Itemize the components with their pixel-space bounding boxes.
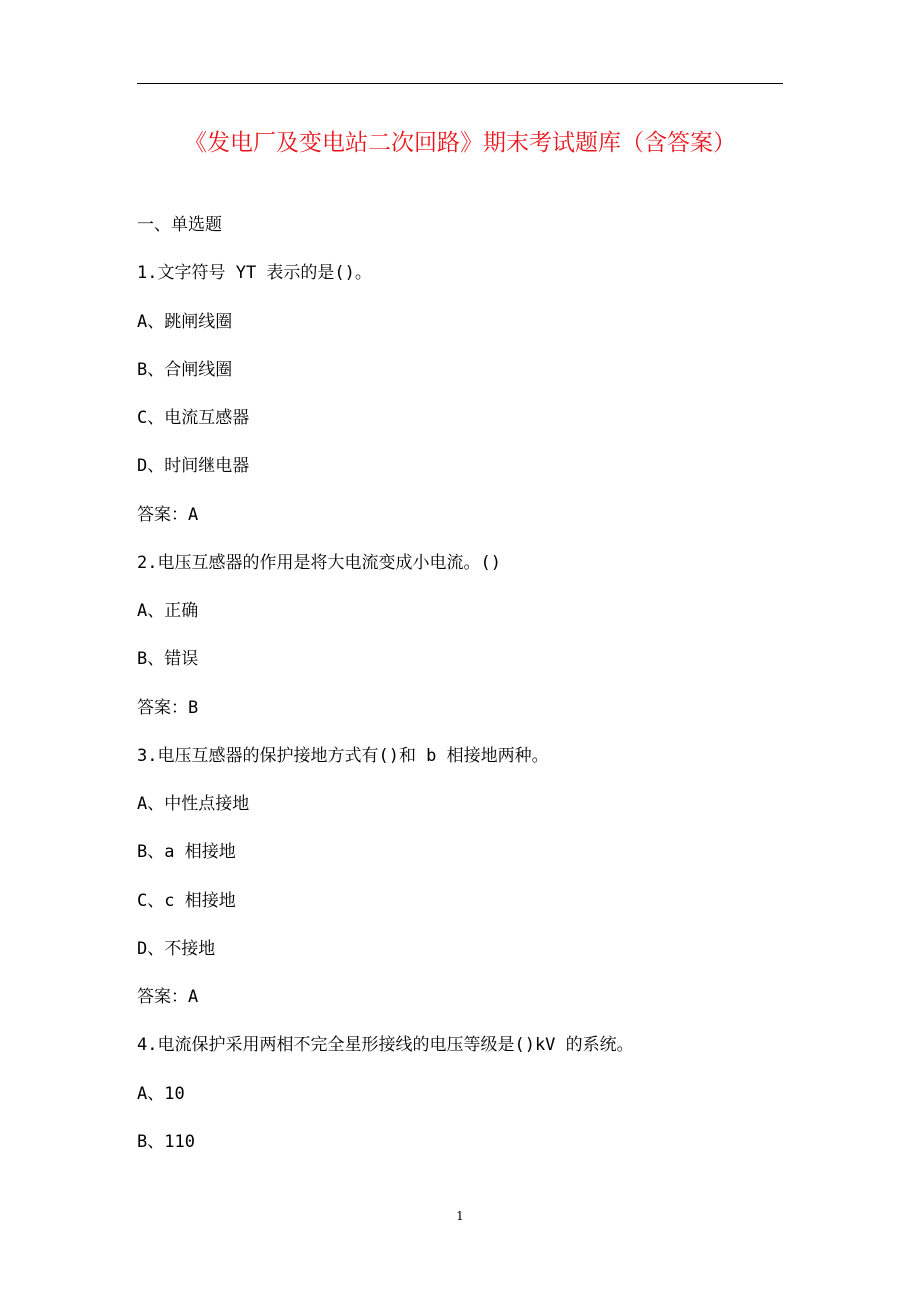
question-option: B、a 相接地 bbox=[137, 842, 236, 862]
question-option: D、不接地 bbox=[137, 939, 216, 959]
question-answer: 答案：A bbox=[137, 987, 199, 1007]
question-option: A、正确 bbox=[137, 601, 199, 621]
question-stem: 3.电压互感器的保护接地方式有()和 b 相接地两种。 bbox=[137, 746, 549, 766]
header-rule bbox=[137, 83, 783, 84]
question-option: A、10 bbox=[137, 1084, 185, 1104]
document-title: 《发电厂及变电站二次回路》期末考试题库（含答案） bbox=[184, 130, 736, 156]
page-number: 1 bbox=[456, 1209, 464, 1223]
question-stem: 2.电压互感器的作用是将大电流变成小电流。() bbox=[137, 553, 501, 573]
question-option: D、时间继电器 bbox=[137, 456, 250, 476]
question-stem: 1.文字符号 YT 表示的是()。 bbox=[137, 263, 372, 283]
question-option: B、110 bbox=[137, 1132, 195, 1152]
question-option: A、中性点接地 bbox=[137, 794, 250, 814]
section-heading: 一、单选题 bbox=[137, 215, 222, 235]
question-option: B、合闸线圈 bbox=[137, 360, 233, 380]
question-option: C、c 相接地 bbox=[137, 891, 236, 911]
question-answer: 答案：B bbox=[137, 698, 199, 718]
question-option: B、错误 bbox=[137, 649, 199, 669]
question-stem: 4.电流保护采用两相不完全星形接线的电压等级是()kV 的系统。 bbox=[137, 1035, 634, 1055]
question-option: A、跳闸线圈 bbox=[137, 312, 233, 332]
question-answer: 答案：A bbox=[137, 505, 199, 525]
question-option: C、电流互感器 bbox=[137, 408, 250, 428]
